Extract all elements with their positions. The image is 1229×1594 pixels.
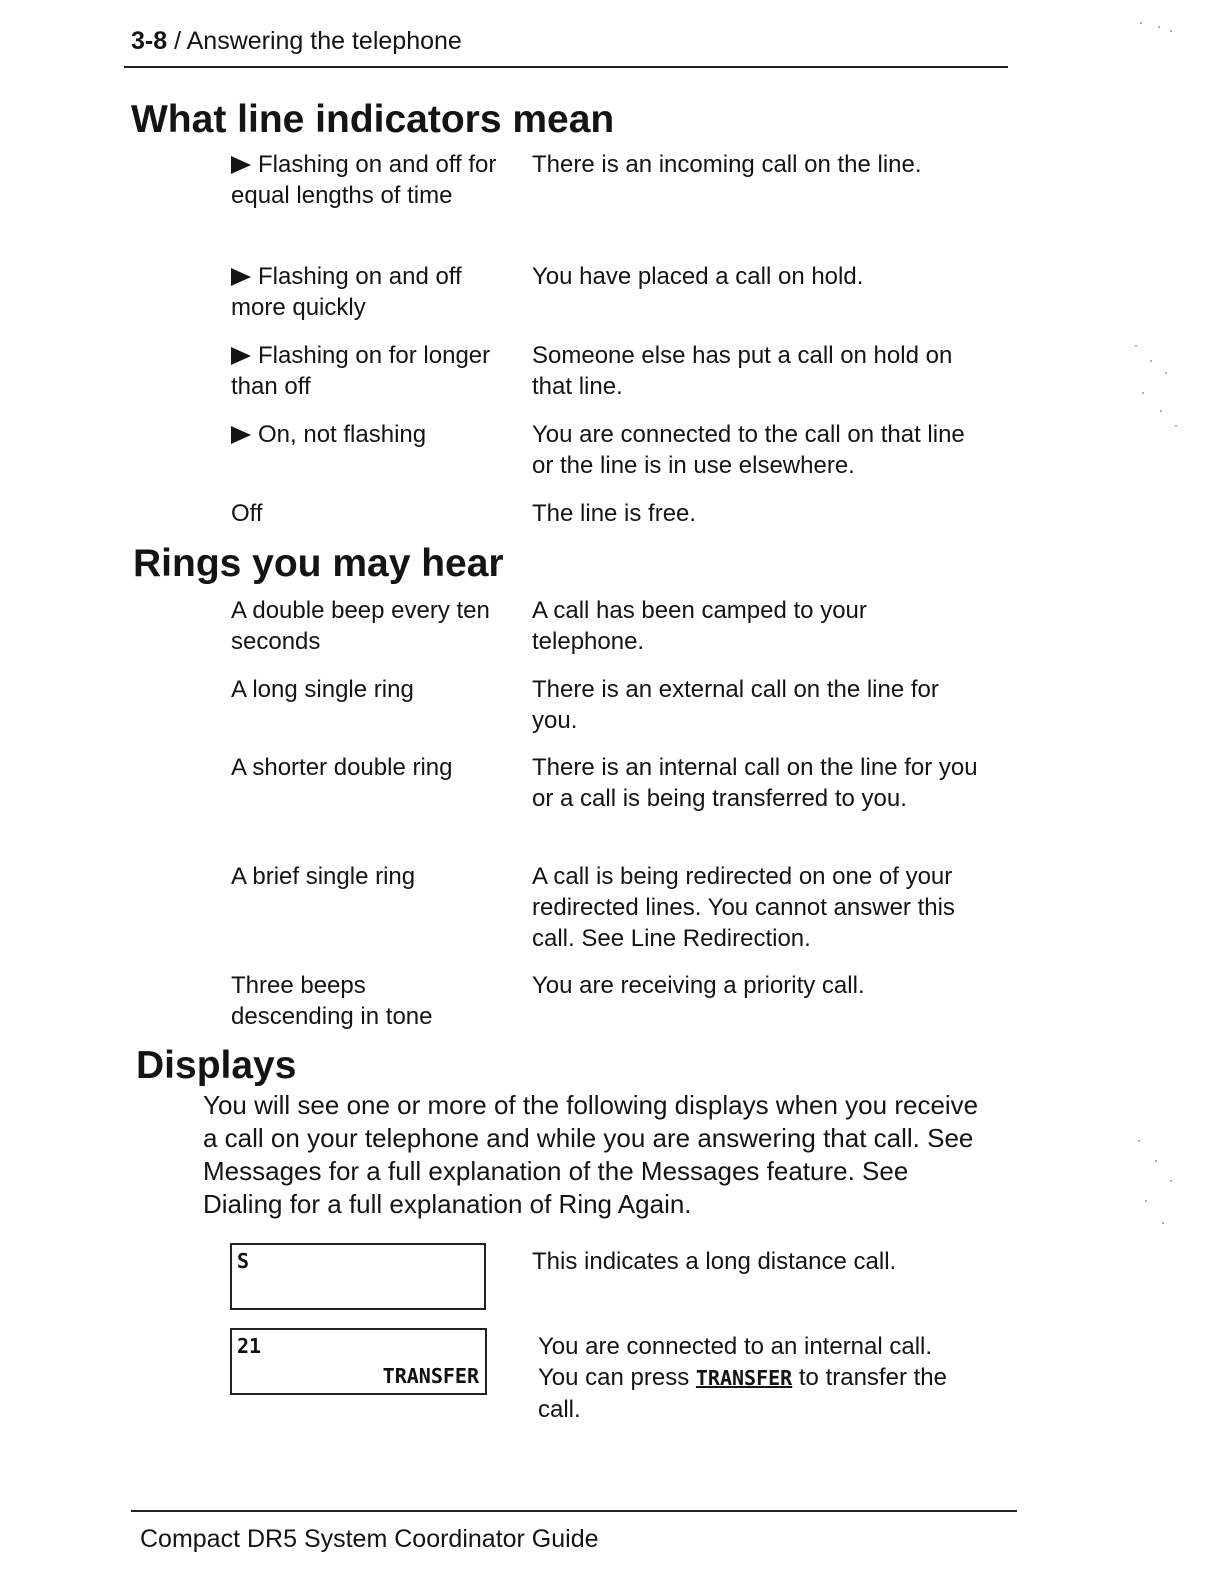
- lcd-line-1: 21: [237, 1334, 262, 1358]
- indicator-term: Flashing on for longer than off: [231, 342, 491, 400]
- ring-term: A long single ring: [231, 676, 414, 703]
- running-header: [131, 26, 462, 56]
- heading-rings: Rings you may hear: [133, 542, 504, 585]
- footer-title: Compact DR5 System Coordinator Guide: [140, 1525, 599, 1553]
- heading-line-indicators: What line indicators mean: [131, 98, 615, 141]
- transfer-softkey-label: TRANSFER: [695, 1366, 793, 1390]
- display-description-text: to transfer the call.: [538, 1364, 947, 1423]
- ring-description: You are receiving a priority call.: [532, 972, 865, 999]
- indicator-term: Flashing on and off more quickly: [231, 263, 462, 321]
- heading-displays: Displays: [136, 1044, 297, 1087]
- lcd-display-long-distance: [230, 1243, 486, 1310]
- display-description-text: You are connected to an internal call. You can press: [538, 1333, 933, 1391]
- arrow-right-icon: [231, 156, 251, 174]
- indicator-description: There is an incoming call on the line.: [532, 151, 922, 178]
- indicator-term: On, not flashing: [258, 421, 427, 448]
- page-number: 3-8: [131, 27, 168, 55]
- indicator-term: Flashing on and off for equal lengths of time: [231, 151, 497, 209]
- lcd-softkey-transfer[interactable]: TRANSFER: [382, 1364, 479, 1388]
- lcd-display-internal-call: [230, 1328, 487, 1395]
- ring-term: Three beeps descending in tone: [231, 972, 433, 1030]
- ring-term: A shorter double ring: [231, 754, 453, 781]
- indicator-description: The line is free.: [532, 500, 697, 527]
- header-rule: [124, 66, 1008, 68]
- header-title: Answering the telephone: [186, 27, 462, 55]
- displays-intro: You will see one or more of the following displays when you receive a call on your telephone and while you are answering that call. See Messages for a full explanation of the Messages feature. See Dialing for a full explanation of Ring Again.: [203, 1090, 979, 1219]
- indicator-term: Off: [231, 500, 263, 527]
- display-description: This indicates a long distance call.: [532, 1248, 897, 1275]
- header-separator: /: [167, 27, 187, 55]
- arrow-right-icon: [231, 426, 251, 444]
- ring-description: There is an internal call on the line for you or a call is being transferred to you.: [532, 754, 978, 812]
- arrow-right-icon: [231, 268, 251, 286]
- ring-description: A call has been camped to your telephone.: [532, 597, 867, 655]
- arrow-right-icon: [231, 347, 251, 365]
- lcd-line-1: S: [237, 1249, 250, 1273]
- display-description: [538, 1331, 958, 1425]
- ring-description: A call is being redirected on one of your redirected lines. You cannot answer this call. See Line Redirection.: [532, 863, 955, 952]
- ring-description: There is an external call on the line for you.: [532, 676, 939, 734]
- ring-term: A brief single ring: [231, 863, 416, 890]
- indicator-description: You have placed a call on hold.: [532, 263, 864, 290]
- ring-term: A double beep every ten seconds: [231, 597, 490, 655]
- indicator-description: Someone else has put a call on hold on that line.: [532, 342, 953, 400]
- indicator-description: You are connected to the call on that line or the line is in use elsewhere.: [532, 421, 965, 479]
- footer-rule: [131, 1510, 1017, 1512]
